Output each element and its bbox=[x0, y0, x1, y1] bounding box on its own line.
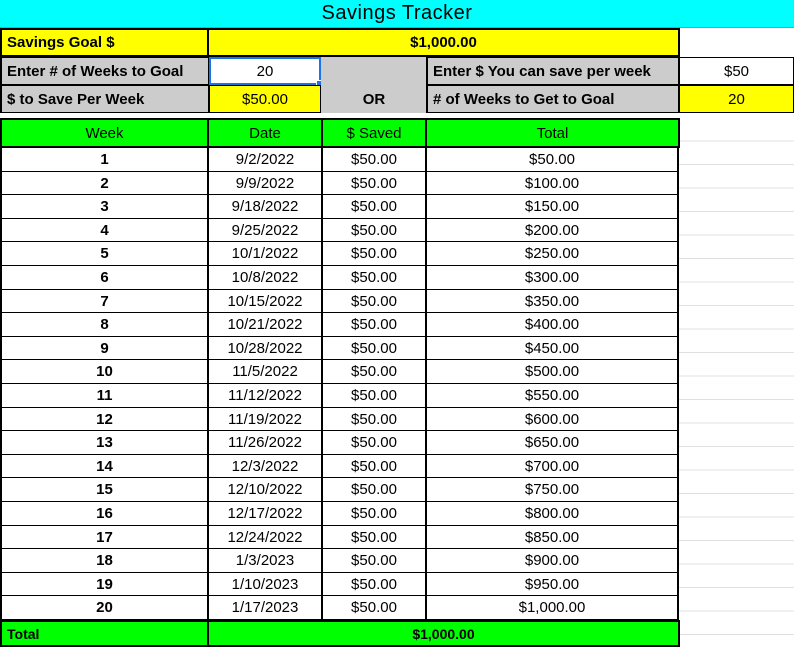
cell-total[interactable]: $400.00 bbox=[524, 316, 580, 334]
cell-saved[interactable]: $50.00 bbox=[351, 457, 397, 475]
table-row bbox=[0, 455, 679, 479]
cell-date[interactable]: 10/8/2022 bbox=[231, 269, 299, 286]
save-per-week-value: $50.00 bbox=[209, 85, 321, 113]
cell-total[interactable]: $600.00 bbox=[524, 410, 580, 428]
cell-saved[interactable]: $50.00 bbox=[351, 599, 397, 617]
table-row bbox=[0, 172, 679, 196]
cell-saved[interactable]: $50.00 bbox=[351, 269, 397, 286]
cell-saved[interactable]: $50.00 bbox=[351, 363, 397, 381]
table-row bbox=[0, 337, 679, 361]
cell-saved[interactable]: $50.00 bbox=[351, 316, 397, 334]
cell-week[interactable]: 15 bbox=[96, 481, 113, 499]
cell-saved[interactable]: $50.00 bbox=[351, 221, 397, 239]
cell-date[interactable]: 10/28/2022 bbox=[227, 339, 303, 357]
table-row bbox=[0, 573, 679, 597]
cell-date[interactable]: 10/1/2022 bbox=[231, 245, 299, 263]
cell-week[interactable]: 9 bbox=[100, 339, 109, 357]
table-row bbox=[0, 195, 679, 219]
cell-week[interactable]: 10 bbox=[96, 363, 113, 381]
cell-total[interactable]: $700.00 bbox=[524, 457, 580, 475]
cell-week[interactable]: 14 bbox=[96, 457, 113, 475]
cell-total[interactable]: $150.00 bbox=[524, 198, 580, 216]
cell-saved[interactable]: $50.00 bbox=[351, 575, 397, 593]
table-row bbox=[0, 313, 679, 337]
cell-week[interactable]: 6 bbox=[100, 269, 109, 286]
cell-saved[interactable]: $50.00 bbox=[351, 245, 397, 263]
header-total: Total bbox=[425, 118, 680, 148]
table-row bbox=[0, 502, 679, 526]
cell-week[interactable]: 11 bbox=[96, 387, 113, 404]
cell-saved[interactable]: $50.00 bbox=[351, 198, 397, 216]
table-row bbox=[0, 408, 679, 432]
weeks-to-goal-result-label: # of Weeks to Get to Goal bbox=[427, 85, 679, 113]
table-row bbox=[0, 242, 679, 266]
amount-per-week-input[interactable]: $50 bbox=[679, 57, 794, 85]
sheet-title: Savings Tracker bbox=[0, 0, 794, 28]
table-row bbox=[0, 219, 679, 243]
table-row bbox=[0, 360, 679, 384]
table-row bbox=[0, 266, 679, 290]
header-week: Week bbox=[0, 118, 209, 148]
cell-date[interactable]: 9/25/2022 bbox=[231, 221, 299, 239]
cell-date[interactable]: 1/10/2023 bbox=[231, 575, 299, 593]
table-row bbox=[0, 148, 679, 172]
cell-date[interactable]: 12/17/2022 bbox=[227, 505, 303, 522]
table-row bbox=[0, 431, 679, 455]
table-row bbox=[0, 290, 679, 314]
cell-total[interactable]: $500.00 bbox=[524, 363, 580, 381]
cell-saved[interactable]: $50.00 bbox=[351, 151, 397, 168]
table-row bbox=[0, 384, 679, 408]
cell-saved[interactable]: $50.00 bbox=[351, 410, 397, 428]
cell-week[interactable]: 16 bbox=[96, 505, 113, 522]
cell-date[interactable]: 1/17/2023 bbox=[231, 599, 299, 617]
cell-date[interactable]: 9/2/2022 bbox=[235, 151, 295, 168]
cell-week[interactable]: 7 bbox=[100, 292, 109, 310]
cell-total[interactable]: $850.00 bbox=[524, 528, 580, 546]
cell-date[interactable]: 11/19/2022 bbox=[228, 410, 302, 428]
cell-saved[interactable]: $50.00 bbox=[351, 174, 397, 192]
cell-total[interactable]: $300.00 bbox=[524, 269, 580, 286]
cell-total[interactable]: $250.00 bbox=[524, 245, 580, 263]
savings-goal-value[interactable]: $1,000.00 bbox=[207, 28, 680, 57]
table-row bbox=[0, 526, 679, 550]
cell-week[interactable]: 19 bbox=[96, 575, 113, 593]
header-date: Date bbox=[207, 118, 323, 148]
cell-week[interactable]: 13 bbox=[96, 434, 113, 452]
weeks-to-goal-input[interactable]: 20 bbox=[209, 57, 321, 85]
cell-saved[interactable]: $50.00 bbox=[351, 434, 397, 452]
cell-week[interactable]: 8 bbox=[100, 316, 109, 334]
cell-date[interactable]: 12/10/2022 bbox=[227, 481, 303, 499]
cell-total[interactable]: $650.00 bbox=[524, 434, 580, 452]
cell-saved[interactable]: $50.00 bbox=[351, 292, 397, 310]
cell-saved[interactable]: $50.00 bbox=[351, 339, 397, 357]
cell-date[interactable]: 11/12/2022 bbox=[228, 387, 302, 404]
cell-total[interactable]: $750.00 bbox=[524, 481, 580, 499]
cell-total[interactable]: $200.00 bbox=[524, 221, 580, 239]
cell-saved[interactable]: $50.00 bbox=[351, 481, 397, 499]
table-row bbox=[0, 596, 679, 620]
cell-week[interactable]: 4 bbox=[100, 221, 109, 239]
cell-week[interactable]: 3 bbox=[100, 198, 109, 216]
footer-total-value: $1,000.00 bbox=[207, 620, 680, 647]
cell-date[interactable]: 9/18/2022 bbox=[231, 198, 299, 216]
cell-date[interactable]: 9/9/2022 bbox=[235, 174, 295, 192]
header-saved: $ Saved bbox=[321, 118, 427, 148]
empty-grid-area bbox=[679, 118, 794, 647]
cell-date[interactable]: 11/26/2022 bbox=[228, 434, 302, 452]
cell-total[interactable]: $550.00 bbox=[524, 387, 580, 404]
cell-week[interactable]: 5 bbox=[100, 245, 109, 263]
weeks-to-goal-result-value: 20 bbox=[679, 85, 794, 113]
cell-date[interactable]: 10/15/2022 bbox=[227, 292, 303, 310]
cell-saved[interactable]: $50.00 bbox=[351, 552, 397, 570]
cell-total[interactable]: $1,000.00 bbox=[518, 599, 586, 617]
cell-date[interactable]: 1/3/2023 bbox=[235, 552, 295, 570]
cell-date[interactable]: 12/24/2022 bbox=[227, 528, 303, 546]
cell-week[interactable]: 1 bbox=[100, 151, 109, 168]
table-row bbox=[0, 478, 679, 502]
weeks-to-goal-label: Enter # of Weeks to Goal bbox=[0, 57, 209, 85]
cell-week[interactable]: 20 bbox=[96, 599, 113, 617]
cell-date[interactable]: 10/21/2022 bbox=[227, 316, 303, 334]
cell-total[interactable]: $350.00 bbox=[524, 292, 580, 310]
save-per-week-label: $ to Save Per Week bbox=[0, 85, 209, 113]
cell-week[interactable]: 2 bbox=[100, 174, 109, 192]
cell-total[interactable]: $450.00 bbox=[524, 339, 580, 357]
amount-per-week-label: Enter $ You can save per week bbox=[427, 57, 679, 85]
cell-date[interactable]: 11/5/2022 bbox=[232, 363, 298, 381]
footer-total-label: Total bbox=[0, 620, 209, 647]
cell-week[interactable]: 18 bbox=[96, 552, 113, 570]
cell-date[interactable]: 12/3/2022 bbox=[231, 457, 299, 475]
cell-saved[interactable]: $50.00 bbox=[351, 387, 397, 404]
table-row bbox=[0, 549, 679, 573]
cell-total[interactable]: $950.00 bbox=[524, 575, 580, 593]
savings-goal-label: Savings Goal $ bbox=[0, 28, 209, 57]
cell-week[interactable]: 17 bbox=[96, 528, 113, 546]
cell-total[interactable]: $100.00 bbox=[524, 174, 580, 192]
cell-total[interactable]: $800.00 bbox=[524, 505, 580, 522]
or-label: OR bbox=[362, 90, 386, 108]
cell-week[interactable]: 12 bbox=[96, 410, 113, 428]
cell-saved[interactable]: $50.00 bbox=[351, 505, 397, 522]
cell-total[interactable]: $900.00 bbox=[524, 552, 580, 570]
cell-saved[interactable]: $50.00 bbox=[351, 528, 397, 546]
cell-total[interactable]: $50.00 bbox=[529, 151, 575, 168]
